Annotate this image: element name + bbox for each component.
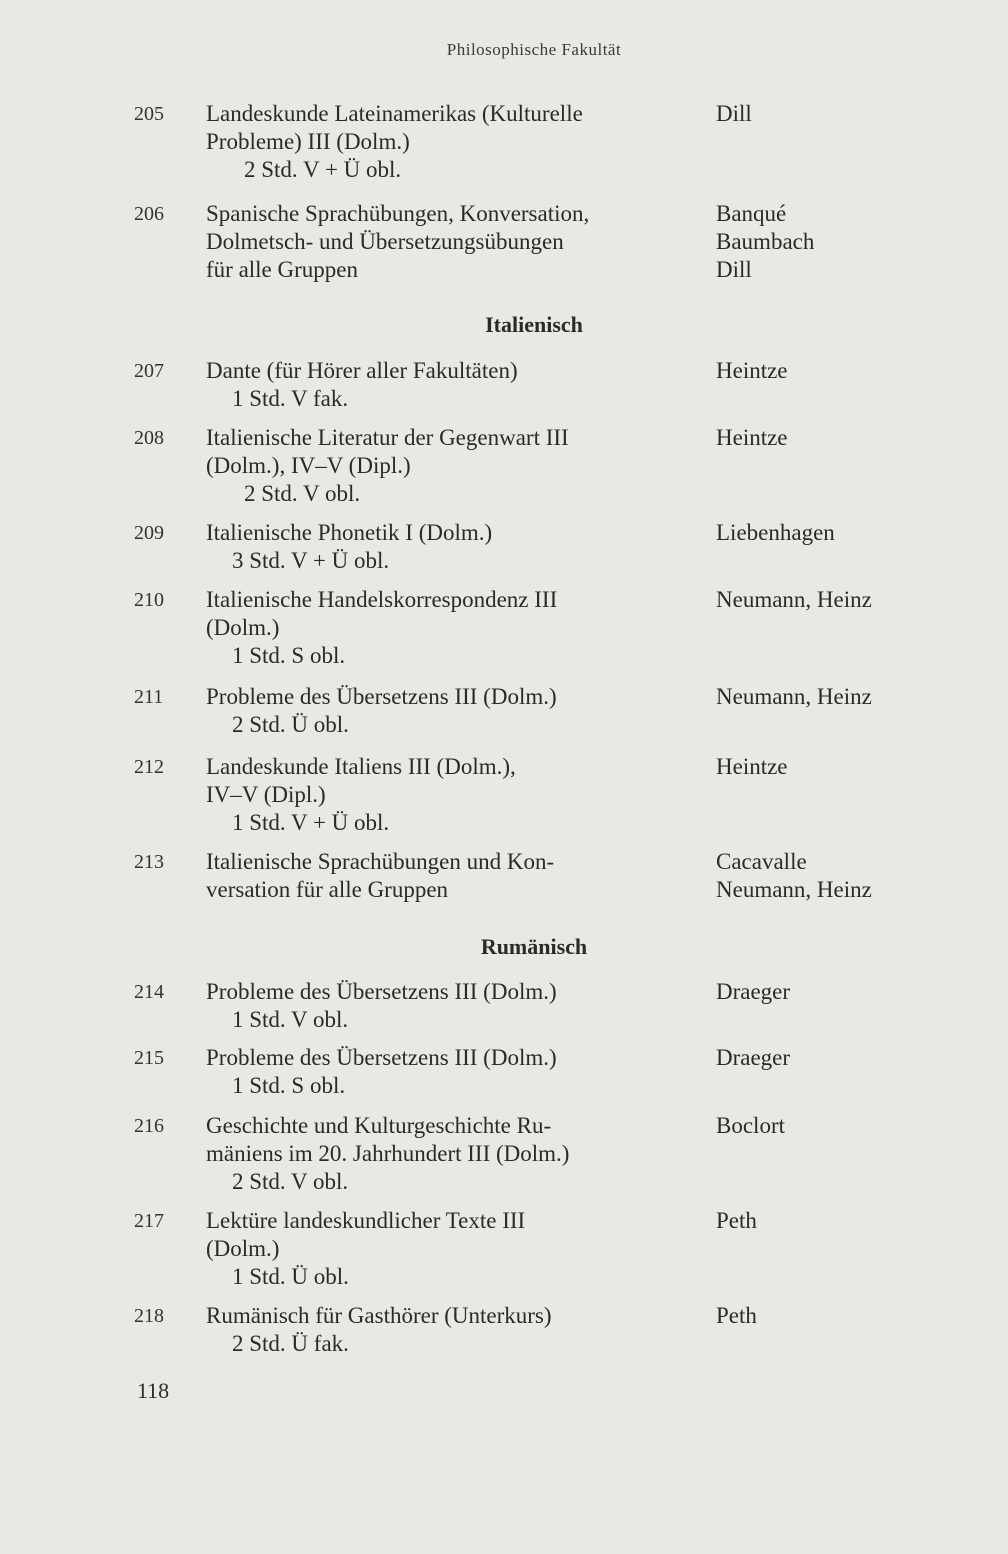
title-line: Italienische Phonetik I (Dolm.) <box>206 520 493 545</box>
title-line: (Dolm.) <box>206 1236 280 1261</box>
lecturers <box>716 848 996 904</box>
course-number: 214 <box>134 981 164 1003</box>
course-number: 211 <box>134 686 164 708</box>
lecturer: Neumann, Heinz <box>716 877 872 902</box>
title-line: Landeskunde Lateinamerikas (Kulturelle <box>206 101 583 126</box>
title-line: IV–V (Dipl.) <box>206 782 326 807</box>
lecturer: Baumbach <box>716 229 815 254</box>
course-hours: 2 Std. Ü obl. <box>232 712 349 737</box>
lecturer: Heintze <box>716 425 788 450</box>
course-title <box>206 1112 696 1196</box>
course-title <box>206 683 696 739</box>
lecturers <box>716 200 996 284</box>
page-number: 118 <box>137 1378 170 1403</box>
lecturer: Dill <box>716 257 752 282</box>
course-hours: 1 Std. V obl. <box>232 1007 349 1032</box>
course-hours: 3 Std. V + Ü obl. <box>232 548 390 573</box>
section-heading-italienisch: Italienisch <box>485 312 583 337</box>
course-title <box>206 848 696 904</box>
course-number: 206 <box>134 203 164 225</box>
title-line: Probleme des Übersetzens III (Dolm.) <box>206 979 557 1004</box>
course-title <box>206 519 696 575</box>
course-title <box>206 1302 696 1358</box>
title-line: Spanische Sprachübungen, Konversation, <box>206 201 590 226</box>
title-line: Dolmetsch- und Übersetzungsübungen <box>206 229 564 254</box>
course-number: 210 <box>134 589 164 611</box>
lecturer: Cacavalle <box>716 849 807 874</box>
course-title <box>206 200 696 284</box>
title-line: Italienische Sprachübungen und Kon- <box>206 849 555 874</box>
lecturer: Peth <box>716 1208 757 1233</box>
title-line: Italienische Literatur der Gegenwart III <box>206 425 569 450</box>
lecturer: Heintze <box>716 754 788 779</box>
course-hours: 1 Std. S obl. <box>232 643 346 668</box>
lecturers <box>716 1302 996 1330</box>
course-title <box>206 586 696 670</box>
lecturer: Neumann, Heinz <box>716 587 872 612</box>
course-hours: 1 Std. Ü obl. <box>232 1264 349 1289</box>
course-hours: 1 Std. V + Ü obl. <box>232 810 390 835</box>
title-line: Probleme) III (Dolm.) <box>206 129 410 154</box>
course-title <box>206 978 696 1034</box>
lecturer: Liebenhagen <box>716 520 835 545</box>
course-number: 215 <box>134 1047 164 1069</box>
lecturer: Banqué <box>716 201 787 226</box>
course-hours: 1 Std. V fak. <box>232 386 349 411</box>
lecturers <box>716 753 996 781</box>
course-title <box>206 753 696 837</box>
course-number: 217 <box>134 1210 164 1232</box>
course-title <box>206 357 696 413</box>
lecturers <box>716 978 996 1006</box>
title-line: Dante (für Hörer aller Fakultäten) <box>206 358 518 383</box>
course-number: 218 <box>134 1305 164 1327</box>
lecturers <box>716 586 996 614</box>
lecturers <box>716 357 996 385</box>
lecturers <box>716 1112 996 1140</box>
course-title <box>206 1044 696 1100</box>
running-head: Philosophische Fakultät <box>446 40 622 59</box>
lecturers <box>716 683 996 711</box>
lecturer: Neumann, Heinz <box>716 684 872 709</box>
course-number: 216 <box>134 1115 164 1137</box>
course-number: 212 <box>134 756 164 778</box>
lecturers <box>716 1207 996 1235</box>
title-line: Lektüre landeskundlicher Texte III <box>206 1208 526 1233</box>
lecturer: Dill <box>716 101 752 126</box>
title-line: für alle Gruppen <box>206 257 358 282</box>
lecturer: Heintze <box>716 358 788 383</box>
lecturer: Draeger <box>716 1045 791 1070</box>
course-title <box>206 100 696 184</box>
course-title <box>206 1207 696 1291</box>
lecturers <box>716 1044 996 1072</box>
title-line: Rumänisch für Gasthörer (Unterkurs) <box>206 1303 552 1328</box>
title-line: Probleme des Übersetzens III (Dolm.) <box>206 1045 557 1070</box>
title-line: (Dolm.) <box>206 615 280 640</box>
lecturer: Peth <box>716 1303 757 1328</box>
lecturers <box>716 519 996 547</box>
title-line: Italienische Handelskorrespondenz III <box>206 587 558 612</box>
lecturer: Draeger <box>716 979 791 1004</box>
course-number: 207 <box>134 360 164 382</box>
title-line: versation für alle Gruppen <box>206 877 449 902</box>
course-title <box>206 424 696 508</box>
course-hours: 2 Std. V obl. <box>244 481 361 506</box>
course-number: 213 <box>134 851 164 873</box>
lecturer: Boclort <box>716 1113 785 1138</box>
lecturers <box>716 100 996 128</box>
title-line: (Dolm.), IV–V (Dipl.) <box>206 453 411 478</box>
course-number: 209 <box>134 522 164 544</box>
course-number: 208 <box>134 427 164 449</box>
lecturers <box>716 424 996 452</box>
course-number: 205 <box>134 103 164 125</box>
course-hours: 2 Std. V + Ü obl. <box>244 157 402 182</box>
section-heading-rumaenisch: Rumänisch <box>480 934 588 959</box>
course-hours: 1 Std. S obl. <box>232 1073 346 1098</box>
course-hours: 2 Std. Ü fak. <box>232 1331 349 1356</box>
title-line: mäniens im 20. Jahrhundert III (Dolm.) <box>206 1141 570 1166</box>
course-hours: 2 Std. V obl. <box>232 1169 349 1194</box>
title-line: Landeskunde Italiens III (Dolm.), <box>206 754 516 779</box>
title-line: Geschichte und Kulturgeschichte Ru- <box>206 1113 552 1138</box>
title-line: Probleme des Übersetzens III (Dolm.) <box>206 684 557 709</box>
